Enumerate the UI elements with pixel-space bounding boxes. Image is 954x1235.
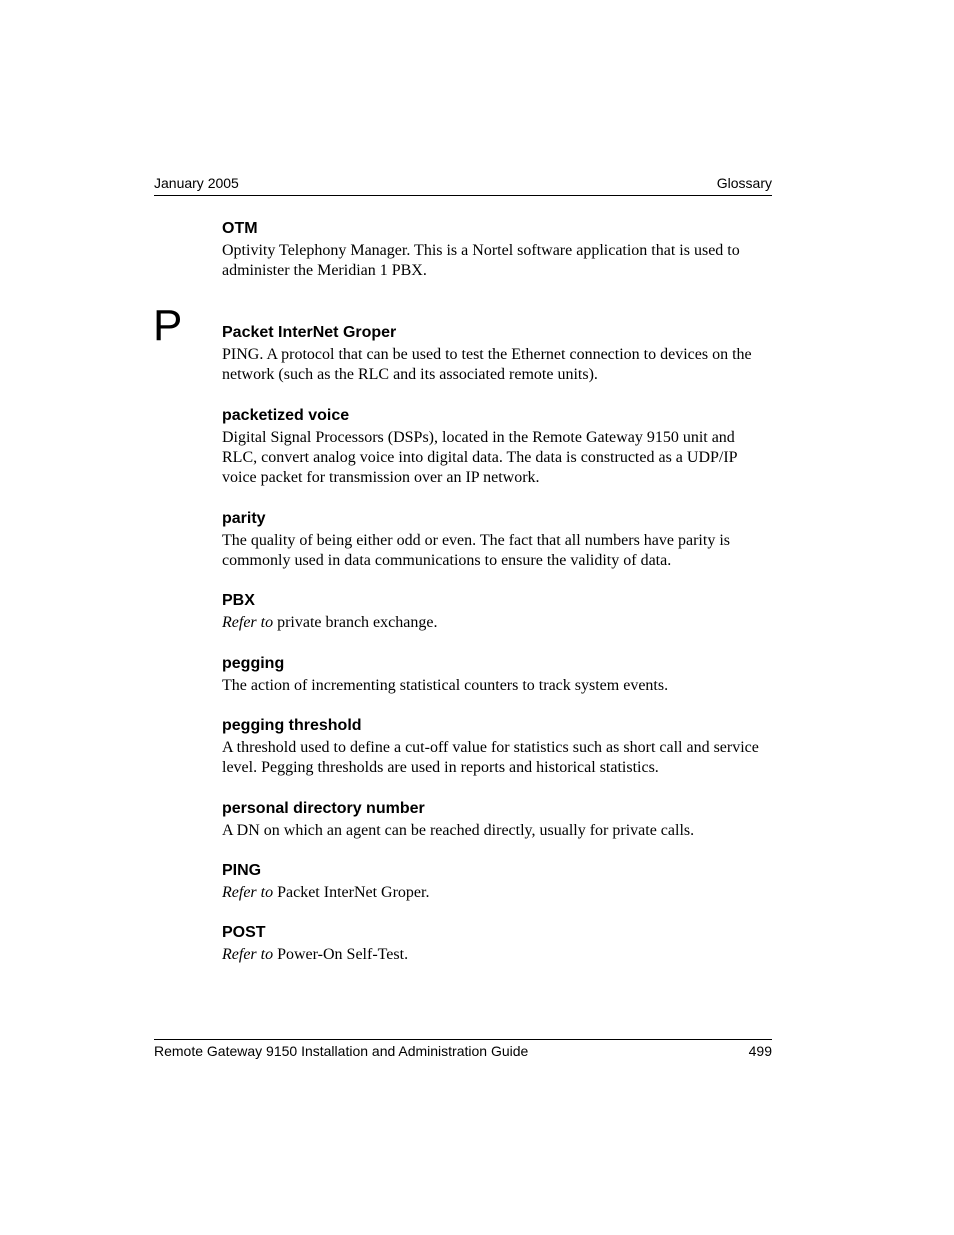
glossary-entry: [222, 799, 772, 841]
entry-definition: [222, 883, 772, 903]
refer-to-label: Refer to: [222, 946, 274, 963]
refer-target: private branch exchange.: [277, 614, 438, 631]
glossary-entry: [222, 716, 772, 778]
entry-term: packetized voice: [222, 407, 350, 424]
footer-doc-title: Remote Gateway 9150 Installation and Administration Guide: [154, 1043, 529, 1059]
entry-term: OTM: [222, 220, 258, 237]
entry-term: POST: [222, 924, 266, 941]
page-footer: [154, 1039, 772, 1062]
entry-term: personal directory number: [222, 800, 425, 817]
entry-definition: Optivity Telephony Manager. This is a Nortel software application that is used to administer the Meridian 1 PBX.: [222, 242, 740, 279]
page-header: [154, 175, 772, 196]
entry-definition: The quality of being either odd or even. The fact that all numbers have parity is commonly used in data communications to ensure the validity of data.: [222, 532, 730, 569]
entry-definition: The action of incrementing statistical counters to track system events.: [222, 677, 669, 694]
entry-term: parity: [222, 510, 266, 527]
glossary-entry: [222, 406, 772, 488]
entry-definition: A DN on which an agent can be reached directly, usually for private calls.: [222, 822, 695, 839]
refer-target: Power-On Self-Test.: [277, 946, 409, 963]
entry-definition: [222, 945, 772, 965]
entry-definition: A threshold used to define a cut-off value for statistics such as short call and service level. Pegging thresholds are used in reports and historical statistics.: [222, 739, 759, 776]
refer-to-label: Refer to: [222, 614, 274, 631]
header-section: Glossary: [716, 175, 772, 191]
header-date: January 2005: [154, 175, 239, 191]
entry-term: PING: [222, 862, 262, 879]
glossary-entry: [222, 654, 772, 696]
glossary-entry: [222, 861, 772, 903]
entry-term: PBX: [222, 592, 255, 609]
glossary-entry: [222, 323, 772, 385]
section-letter: P: [153, 301, 183, 350]
entry-definition: Digital Signal Processors (DSPs), located in the Remote Gateway 9150 unit and RLC, convert analog voice into digital data. The data is constructed as a UDP/IP voice packet for transmission over an IP network.: [222, 429, 737, 486]
page-number: 499: [748, 1043, 772, 1059]
entry-term: Packet InterNet Groper: [222, 324, 397, 341]
glossary-entry: [222, 509, 772, 571]
refer-target: Packet InterNet Groper.: [277, 884, 430, 901]
glossary-entry: [222, 219, 772, 281]
entry-term: pegging threshold: [222, 717, 362, 734]
refer-to-label: Refer to: [222, 884, 274, 901]
glossary-entry: [222, 923, 772, 965]
glossary-entry: [222, 591, 772, 633]
entry-definition: [222, 613, 772, 633]
entry-definition: PING. A protocol that can be used to test the Ethernet connection to devices on the network (such as the RLC and its associated remote units).: [222, 346, 752, 383]
entry-term: pegging: [222, 655, 285, 672]
